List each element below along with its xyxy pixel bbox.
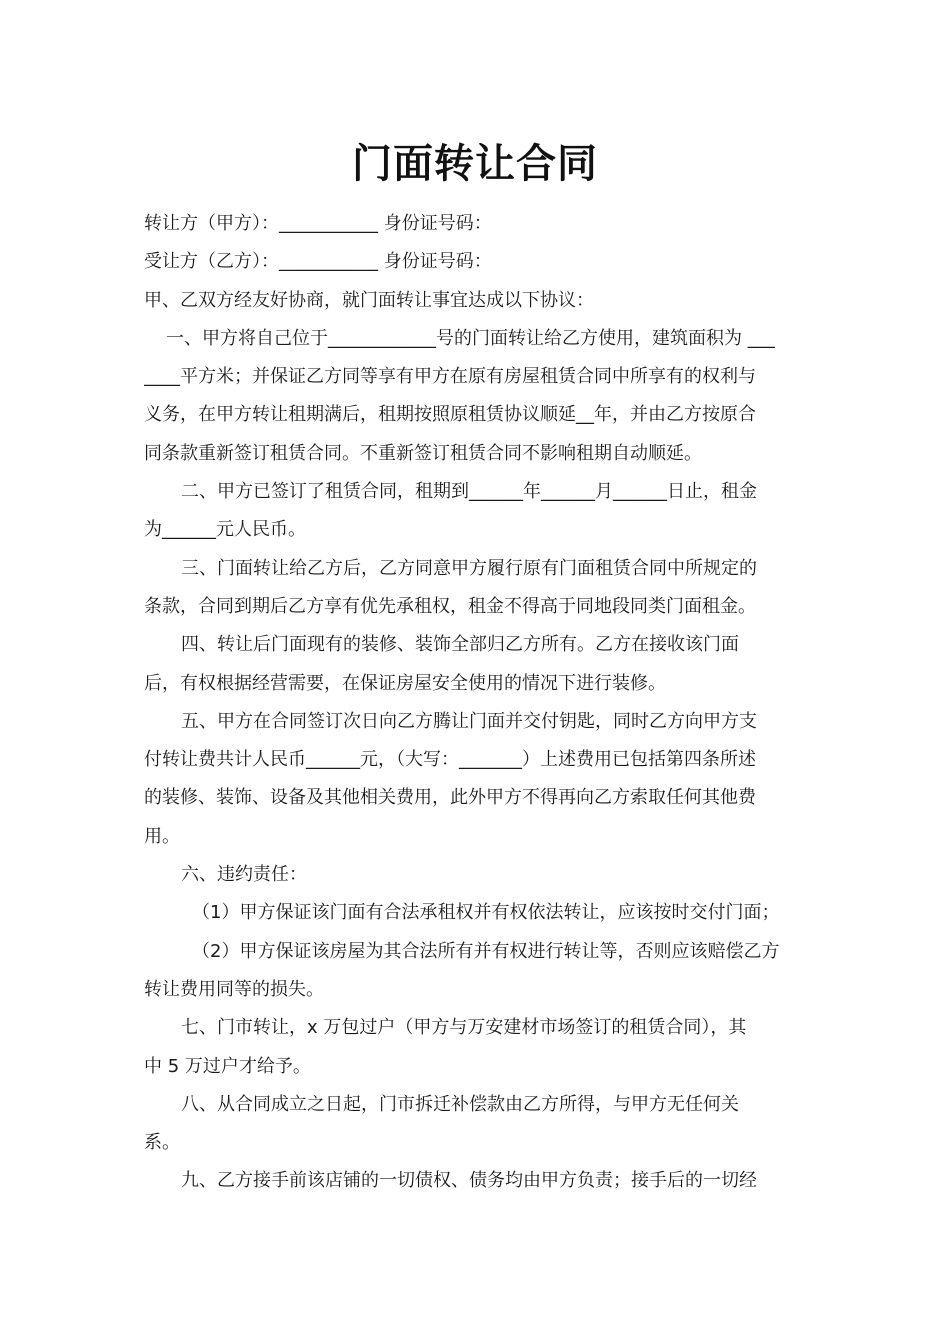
- text-line: 转让费用同等的损失。: [144, 978, 324, 1000]
- text-line: 八、从合同成立之日起，门市拆迁补偿款由乙方所得，与甲方无任何关: [181, 1093, 739, 1115]
- text-line: 三、门面转让给乙方后，乙方同意甲方履行原有门面租赁合同中所规定的: [181, 557, 757, 579]
- document-body: [144, 205, 808, 1201]
- text-line: （1）甲方保证该门面有合法承租权并有权依法转让，应该按时交付门面；: [192, 902, 780, 924]
- text-line: 义务，在甲方转让租期满后，租期按照原租赁协议顺延__年，并由乙方按原合: [144, 404, 756, 426]
- text-line: （2）甲方保证该房屋为其合法所有并有权进行转让等，否则应该赔偿乙方: [192, 940, 780, 962]
- text-line: 转让方（甲方）：___________ 身份证号码：: [144, 213, 492, 234]
- text-line: 七、门市转让，x 万包过户（甲方与万安建材市场签订的租赁合同），其: [181, 1017, 747, 1039]
- text-line: 后，有权根据经营需要，在保证房屋安全使用的情况下进行装修。: [144, 672, 666, 694]
- text-line: 系。: [144, 1132, 180, 1154]
- text-line: 二、甲方已签订了租赁合同，租期到______年______月______日止，租金: [181, 481, 757, 503]
- text-line: 的装修、装饰、设备及其他相关费用，此外甲方不得再向乙方索取任何其他费: [144, 787, 756, 809]
- text-line: 用。: [144, 825, 180, 847]
- text-line: 四、转让后门面现有的装修、装饰全部归乙方所有。乙方在接收该门面: [181, 634, 739, 656]
- text-line: 甲、乙双方经友好协商，就门面转让事宜达成以下协议：: [144, 289, 594, 311]
- text-line: 为______元人民币。: [144, 519, 306, 541]
- text-line: 同条款重新签订租赁合同。不重新签订租赁合同不影响租期自动顺延。: [144, 442, 702, 464]
- text-line: 九、乙方接手前该店铺的一切债权、债务均由甲方负责；接手后的一切经: [181, 1170, 757, 1192]
- text-line: 中 5 万过户才给予。: [144, 1055, 311, 1077]
- text-line: 受让方（乙方）：___________ 身份证号码：: [144, 251, 492, 273]
- text-line: 六、违约责任：: [181, 864, 307, 886]
- text-line: 一、甲方将自己位于____________号的门面转让给乙方使用，建筑面积为 ___: [166, 327, 775, 349]
- text-line: 付转让费共计人民币______元，（大写：_______）上述费用已包括第四条所述: [144, 749, 756, 771]
- text-line: 五、甲方在合同签订次日向乙方腾让门面并交付钥匙，同时乙方向甲方支: [181, 710, 757, 732]
- text-line: ____平方米；并保证乙方同等享有甲方在原有房屋租赁合同中所享有的权利与: [144, 366, 756, 388]
- text-line: 条款，合同到期后乙方享有优先承租权，租金不得高于同地段同类门面租金。: [144, 595, 756, 617]
- document-title: 门面转让合同: [352, 141, 598, 187]
